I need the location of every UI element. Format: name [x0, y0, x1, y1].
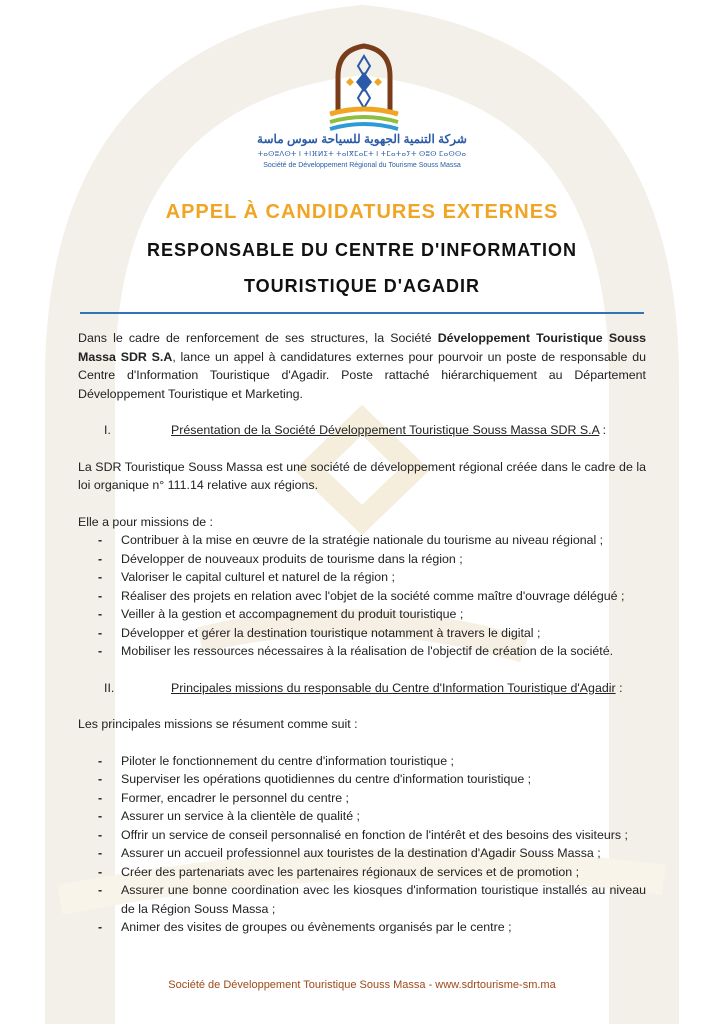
intro-paragraph [78, 329, 646, 403]
list-item [78, 881, 646, 918]
title-appel: APPEL À CANDIDATURES EXTERNES [165, 201, 559, 223]
list-item [78, 642, 646, 661]
list-bullet: - [98, 864, 103, 879]
list-item-text: Assurer un accueil professionnel aux touristes de la destination d'Agadir Souss Massa ; [121, 846, 601, 860]
section-1-title: Présentation de la Société Développement Touristique Souss Massa SDR S.A [171, 423, 600, 437]
list-item-text: Assurer une bonne coordination avec les kiosques d'information touristique installés au niveau de la Région Souss Massa ; [121, 883, 646, 916]
section-2-heading [78, 679, 646, 698]
intro-text-end: , lance un appel à candidatures externes pour pourvoir un poste de responsable du Centre d'Information Touristique d'Agadir. Poste rattaché hiérarchiquement au Département Développement Touristique et Marketing. [78, 349, 646, 401]
intro-text-start: Dans le cadre de renforcement de ses structures, la Société [78, 331, 438, 345]
list-bullet: - [98, 533, 103, 547]
list-item [78, 844, 646, 863]
section-1-number: I. [104, 423, 111, 437]
list-bullet: - [98, 607, 103, 621]
page-footer: Société de Développement Touristique Souss Massa - www.sdrtourisme-sm.ma [168, 979, 556, 991]
list-item [78, 587, 646, 606]
title-poste-line1: RESPONSABLE DU CENTRE D'INFORMATION [147, 240, 577, 260]
list-item-text: Veiller à la gestion et accompagnement du produit touristique ; [121, 607, 464, 621]
logo-tifinagh-text: ⵜⴰⵙⵓⴷⵙⵜ ⵏ ⵜⵏⴼⵍⵉⵜ ⵜⴰⵏⴳⵎⴰⵎⵜ ⵏ ⵜⵎⴰⵜⴰⵢⵜ ⵙⵓⵙ ⵎⴰⵙⵙⴰ [257, 151, 467, 158]
list-item-text: Valoriser le capital culturel et naturel de la région ; [121, 570, 395, 584]
list-item-text: Former, encadrer le personnel du centre ; [121, 790, 349, 805]
list-bullet: - [98, 883, 103, 897]
section-2-title: Principales missions du responsable du Centre d'Information Touristique d'Agadir [171, 680, 616, 695]
list-item [78, 531, 646, 550]
list-item [78, 807, 646, 826]
list-bullet: - [98, 551, 103, 566]
section-2-colon: : [615, 680, 623, 695]
document-body [78, 329, 646, 937]
list-item-text: Piloter le fonctionnement du centre d'information touristique ; [121, 753, 454, 768]
list-item-text: Animer des visites de groupes ou évènements organisés par le centre ; [121, 920, 512, 934]
section-1-list-intro: Elle a pour missions de : [78, 514, 213, 529]
section-1-missions-list [78, 531, 646, 661]
list-bullet: - [98, 827, 103, 842]
list-item-text: Offrir un service de conseil personnalisé en fonction de l'intérêt et des besoins des visiteurs ; [121, 827, 628, 842]
list-item [78, 918, 646, 937]
list-item [78, 568, 646, 587]
list-item-text: Superviser les opérations quotidiennes du centre d'information touristique ; [121, 772, 532, 786]
list-bullet: - [98, 809, 103, 823]
list-item [78, 770, 646, 789]
list-bullet: - [98, 772, 103, 786]
list-item-text: Développer et gérer la destination touristique notamment à travers le digital ; [121, 625, 541, 640]
title-divider [80, 312, 644, 314]
list-bullet: - [98, 790, 103, 805]
logo-arabic-text: شركة التنمية الجهوية للسياحة سوس ماسة [257, 132, 467, 146]
list-item [78, 863, 646, 882]
list-bullet: - [98, 644, 103, 658]
list-item [78, 789, 646, 808]
intro-company-name: Développement Touristique Souss Massa SDR S.A [78, 331, 647, 364]
list-item [78, 605, 646, 624]
list-item-text: Réaliser des projets en relation avec l'objet de la société comme maître d'ouvrage délégué ; [121, 588, 625, 603]
list-item-text: Mobiliser les ressources nécessaires à la réalisation de l'objectif de création de la société. [121, 644, 614, 658]
title-poste-line2: TOURISTIQUE D'AGADIR [244, 276, 480, 296]
list-item [78, 624, 646, 643]
list-bullet: - [98, 753, 103, 768]
list-item-text: Contribuer à la mise en œuvre de la stratégie nationale du tourisme au niveau régional ; [121, 533, 604, 547]
section-1-paragraph: La SDR Touristique Souss Massa est une société de développement régional créée dans le cadre de la loi organique n° 111.14 relative aux régions. [78, 459, 646, 492]
list-item-text: Développer de nouveaux produits de tourisme dans la région ; [121, 551, 463, 566]
list-item [78, 550, 646, 569]
list-bullet: - [98, 920, 103, 934]
sdr-logo [322, 42, 406, 138]
section-2-list-intro: Les principales missions se résument comme suit : [78, 717, 358, 731]
list-item-text: Assurer un service à la clientèle de qualité ; [121, 809, 360, 823]
list-bullet: - [98, 570, 103, 584]
logo-french-text: Société de Développement Régional du Tourisme Souss Massa [263, 162, 461, 169]
list-item [78, 826, 646, 845]
list-item [78, 752, 646, 771]
list-bullet: - [98, 625, 103, 640]
section-1-heading [78, 421, 646, 440]
section-1-colon: : [599, 423, 607, 437]
list-bullet: - [98, 588, 103, 603]
list-bullet: - [98, 846, 103, 860]
section-2-number: II. [104, 680, 115, 695]
section-2-missions-list [78, 752, 646, 937]
list-item-text: Créer des partenariats avec les partenaires régionaux de services et de promotion ; [121, 864, 580, 879]
